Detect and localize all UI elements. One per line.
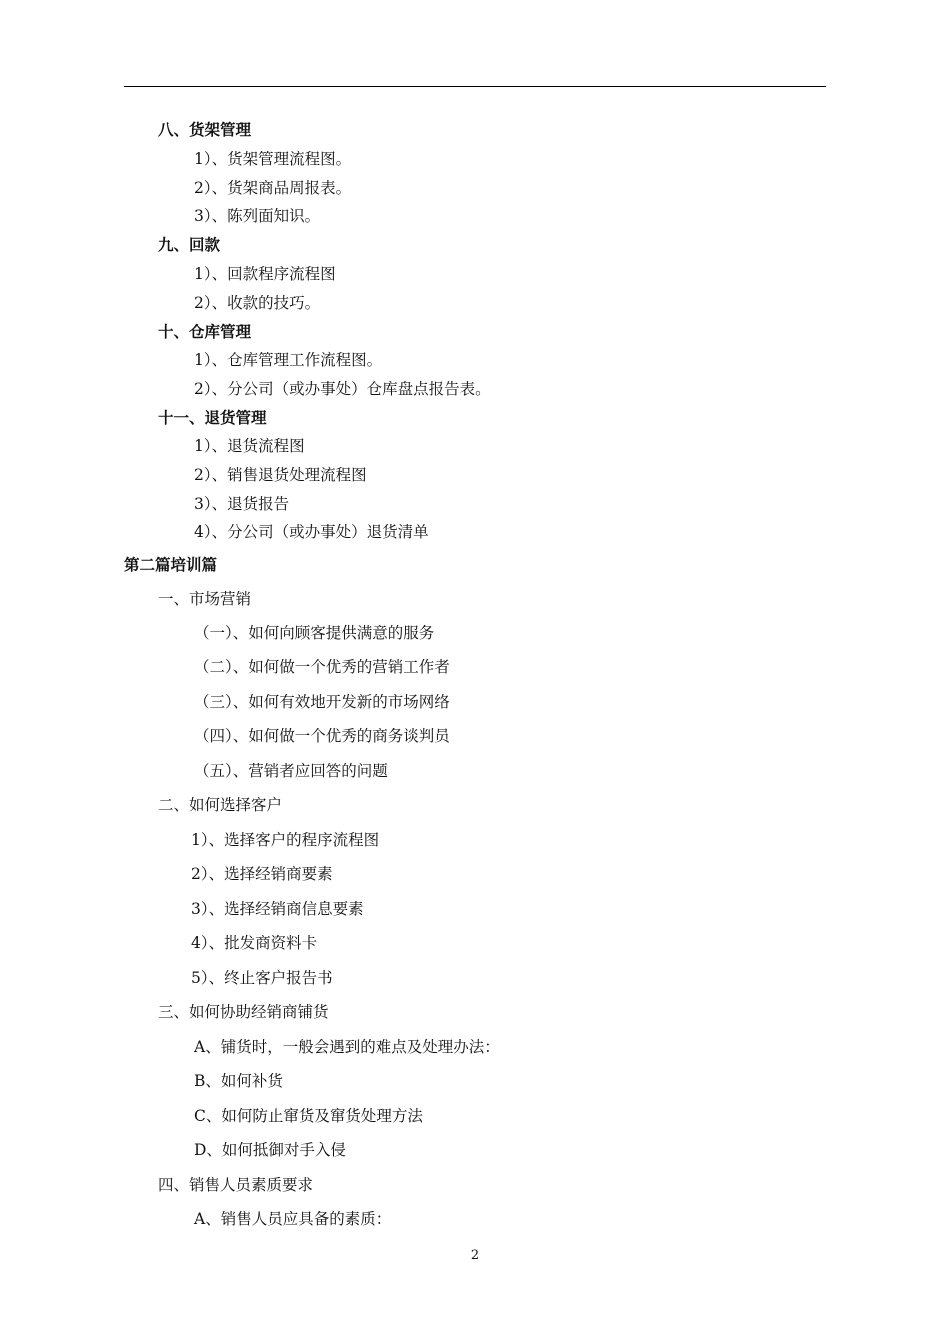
header-rule <box>124 86 826 87</box>
list-item: A、铺货时，一般会遇到的难点及处理办法： <box>194 1038 500 1056</box>
list-item: 1）、货架管理流程图。 <box>194 150 352 168</box>
list-item: 2）、销售退货处理流程图 <box>194 466 367 484</box>
list-item: 1）、仓库管理工作流程图。 <box>194 351 383 369</box>
list-item: D、如何抵御对手入侵 <box>194 1141 346 1159</box>
list-item: 4）、批发商资料卡 <box>191 934 318 952</box>
section-heading: 四、销售人员素质要求 <box>158 1176 314 1194</box>
section-heading: 一、市场营销 <box>158 590 252 608</box>
list-item: 5）、终止客户报告书 <box>191 969 333 987</box>
section-heading: 八、货架管理 <box>158 120 252 139</box>
list-item: 1）、回款程序流程图 <box>194 265 336 283</box>
list-item: B、如何补货 <box>194 1072 283 1090</box>
list-item: 2）、分公司（或办事处）仓库盘点报告表。 <box>194 380 491 398</box>
section-heading: 二、如何选择客户 <box>158 796 283 814</box>
list-item: （一）、如何向顾客提供满意的服务 <box>194 624 435 642</box>
part-title: 第二篇培训篇 <box>124 555 218 574</box>
section-heading: 三、如何协助经销商铺货 <box>158 1003 329 1021</box>
list-item: （四）、如何做一个优秀的商务谈判员 <box>194 727 450 745</box>
section-heading: 十一、退货管理 <box>158 408 267 427</box>
list-item: （五）、营销者应回答的问题 <box>194 762 388 780</box>
list-item: A、销售人员应具备的素质： <box>194 1210 392 1228</box>
list-item: 3）、陈列面知识。 <box>194 207 321 225</box>
list-item: （三）、如何有效地开发新的市场网络 <box>194 693 450 711</box>
section-heading: 十、仓库管理 <box>158 322 252 341</box>
list-item: （二）、如何做一个优秀的营销工作者 <box>194 658 450 676</box>
page-number: 2 <box>470 1248 480 1263</box>
list-item: 4）、分公司（或办事处）退货清单 <box>194 523 429 541</box>
list-item: 2）、货架商品周报表。 <box>194 179 352 197</box>
list-item: 2）、选择经销商要素 <box>191 865 333 883</box>
list-item: 1）、退货流程图 <box>194 437 305 455</box>
list-item: 1）、选择客户的程序流程图 <box>191 831 380 849</box>
list-item: 2）、收款的技巧。 <box>194 294 321 312</box>
list-item: 3）、退货报告 <box>194 495 290 513</box>
list-item: C、如何防止窜货及窜货处理方法 <box>194 1107 423 1125</box>
section-heading: 九、回款 <box>158 235 221 254</box>
list-item: 3）、选择经销商信息要素 <box>191 900 364 918</box>
